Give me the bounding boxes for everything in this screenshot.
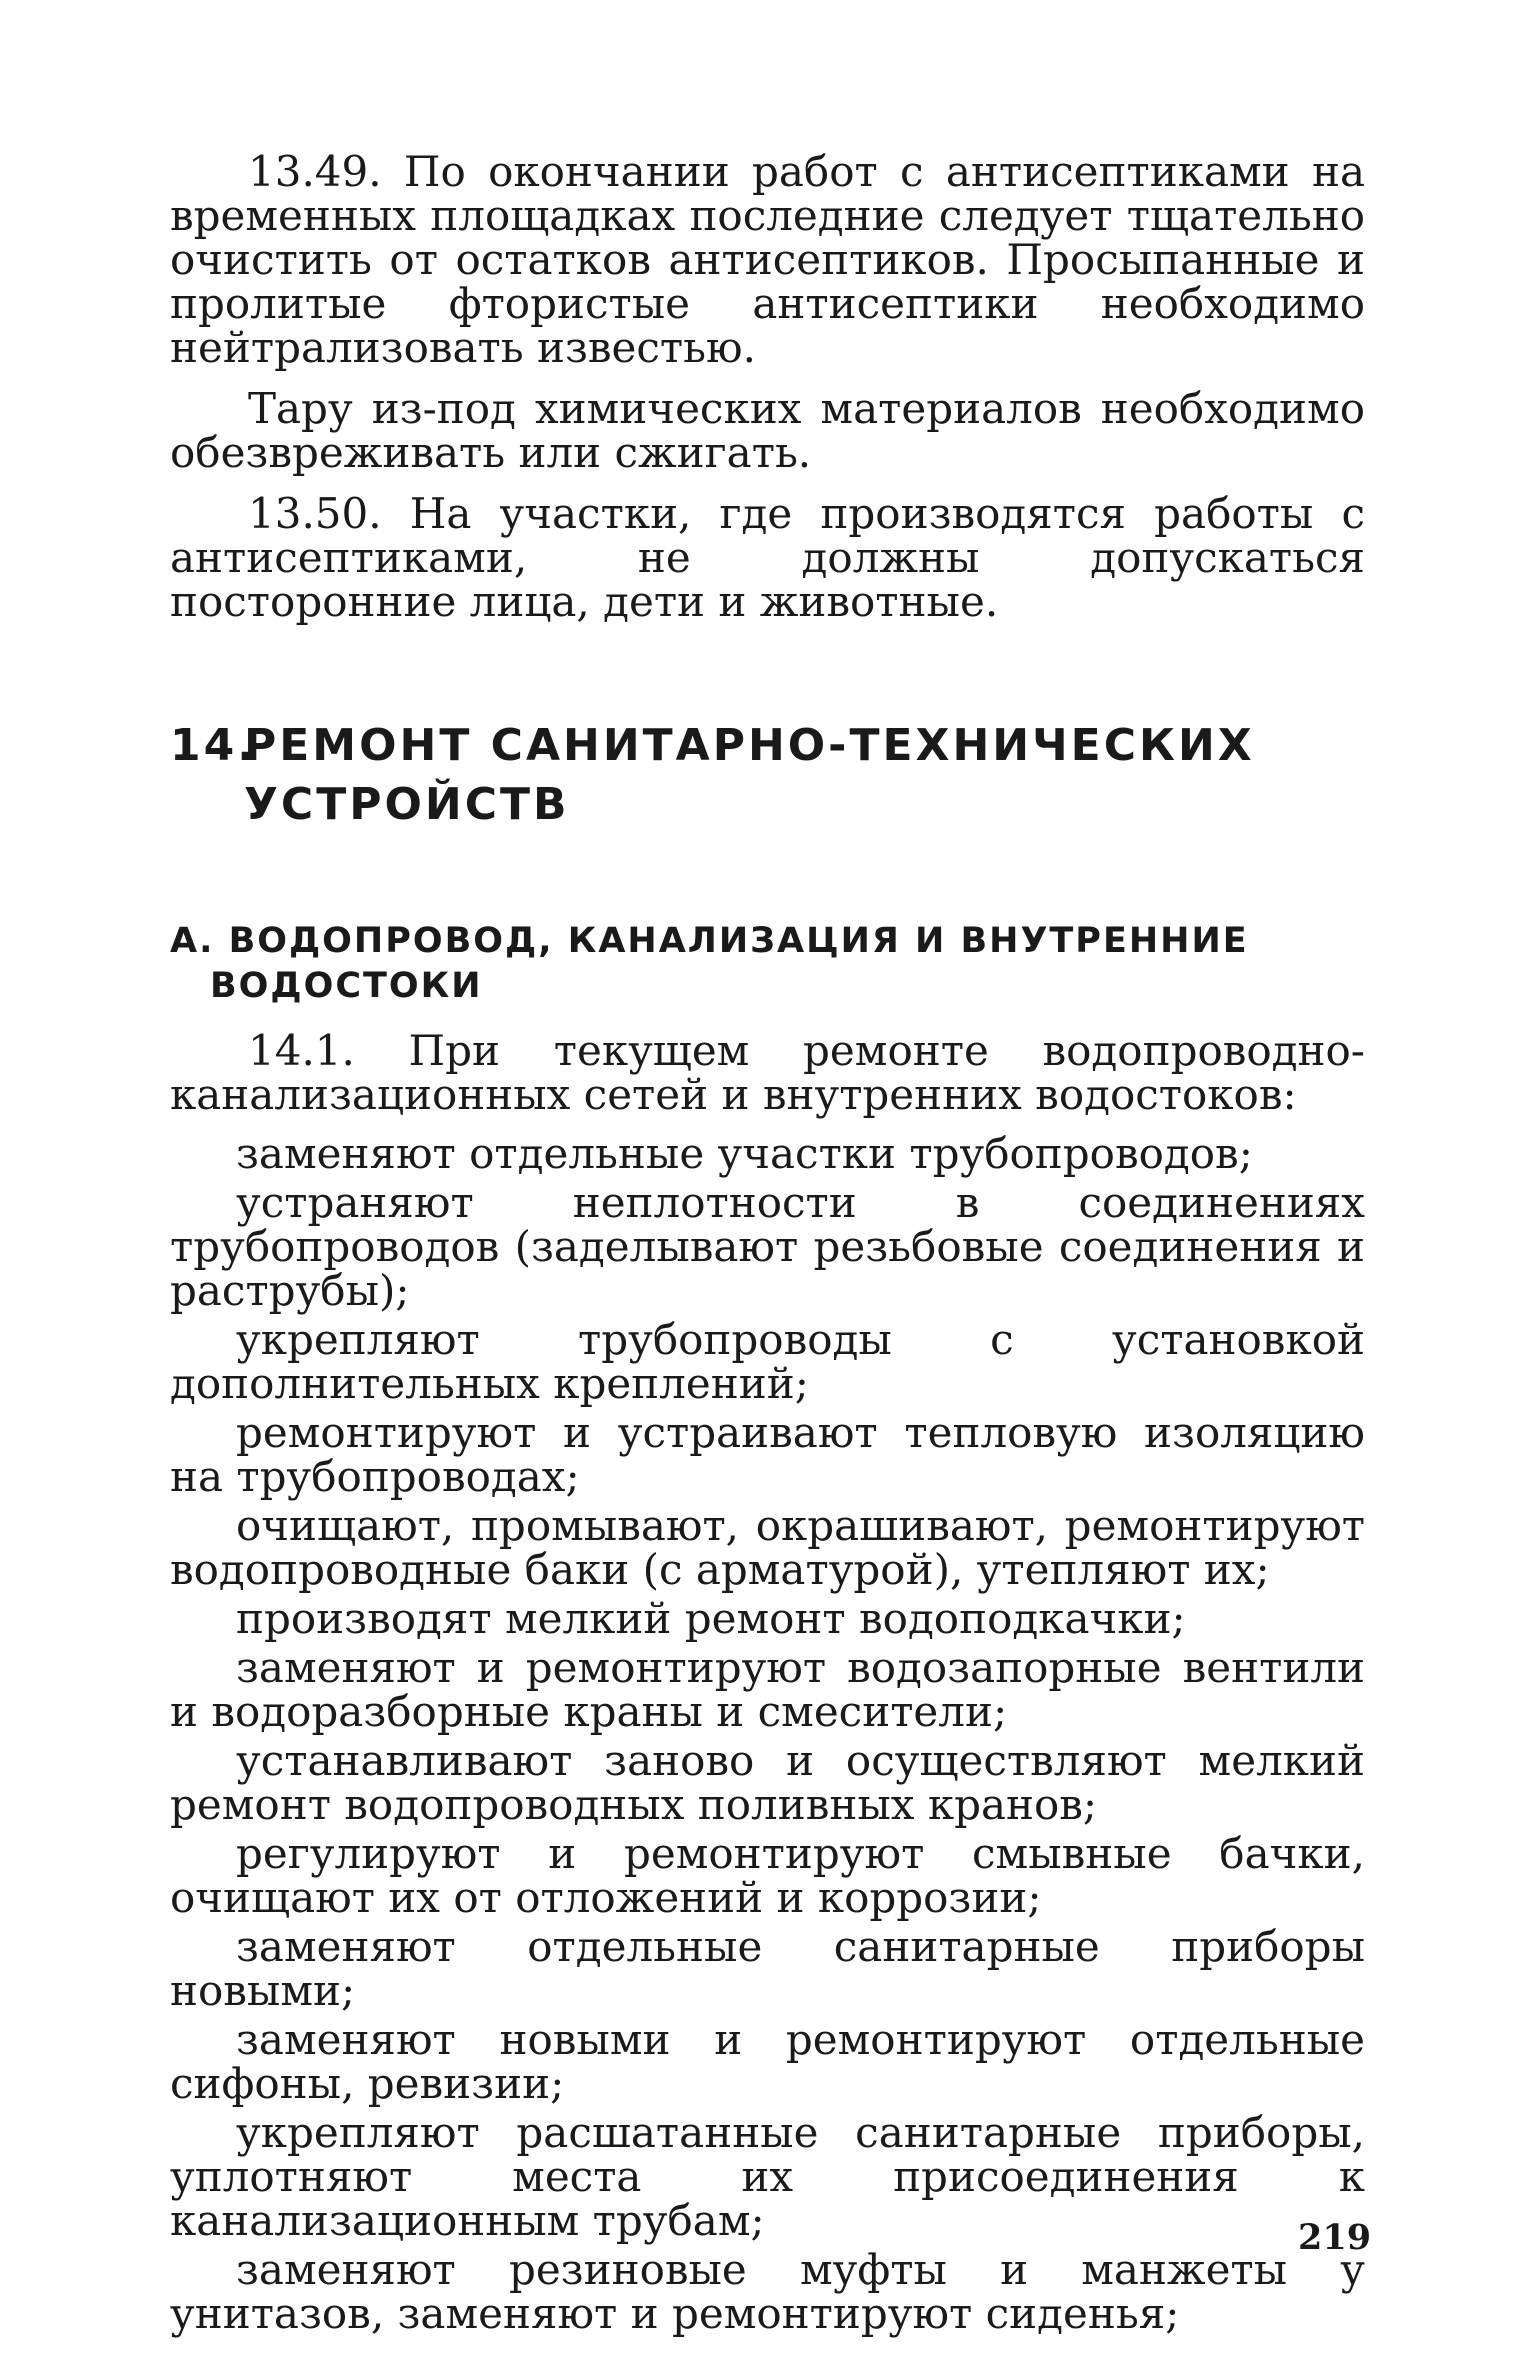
- list-item: ремонтируют и устраивают тепловую изоляцию на трубопроводах;: [170, 1408, 1365, 1501]
- page-number: 219: [1298, 2217, 1372, 2258]
- list-item: укрепляют трубопроводы с установкой дополнительных креплений;: [170, 1315, 1365, 1408]
- paragraph-13-50: 13.50. На участки, где производятся работы с антисептиками, не должны допускаться посторонние лица, дети и животные.: [170, 489, 1365, 626]
- paragraph-14-1: 14.1. При текущем ремонте водопроводно-канализационных сетей и внутренних водостоков:: [170, 1026, 1365, 1119]
- list-item: заменяют новыми и ремонтируют отдельные сифоны, ревизии;: [170, 2015, 1365, 2108]
- section-title-line2: ВОДОСТОКИ: [210, 966, 483, 1006]
- page-body: [170, 147, 1365, 2341]
- paragraph-tara: Тару из-под химических материалов необходимо обезвреживать или сжигать.: [170, 384, 1365, 477]
- list-item: очищают, промывают, окрашивают, ремонтируют водопроводные баки (с арматурой), утепляют их;: [170, 1501, 1365, 1594]
- list-item: регулируют и ремонтируют смывные бачки, очищают их от отложений и коррозии;: [170, 1829, 1365, 1922]
- chapter-title-line1: РЕМОНТ САНИТАРНО-ТЕХНИЧЕСКИХ: [244, 720, 1255, 771]
- chapter-number: 14.: [170, 720, 257, 771]
- list-item: производят мелкий ремонт водоподкачки;: [236, 1594, 1186, 1643]
- chapter-heading: [170, 716, 1365, 834]
- list-item: заменяют и ремонтируют водозапорные вентили и водоразборные краны и смесители;: [170, 1643, 1365, 1736]
- list-item: устраняют неплотности в соединениях трубопроводов (заделывают резьбовые соединения и раструбы);: [170, 1178, 1365, 1315]
- list-item: устанавливают заново и осуществляют мелкий ремонт водопроводных поливных кранов;: [170, 1736, 1365, 1829]
- list-item: заменяют отдельные участки трубопроводов;: [236, 1129, 1253, 1178]
- repair-work-list: [170, 1129, 1365, 2338]
- section-heading: [170, 919, 1365, 1009]
- list-item: заменяют резиновые муфты и манжеты у унитазов, заменяют и ремонтируют сиденья;: [170, 2245, 1365, 2338]
- list-item: укрепляют расшатанные санитарные приборы, уплотняют места их присоединения к канализационным трубам;: [170, 2108, 1365, 2245]
- paragraph-13-49: 13.49. По окончании работ с антисептиками на временных площадках последние следует тщательно очистить от остатков антисептиков. Просыпанные и пролитые фтористые антисептики необходимо нейтрализовать известью.: [170, 147, 1365, 372]
- chapter-title-line2: УСТРОЙСТВ: [244, 779, 570, 830]
- list-item: заменяют отдельные санитарные приборы новыми;: [170, 1922, 1365, 2015]
- section-title-line1: А. ВОДОПРОВОД, КАНАЛИЗАЦИЯ И ВНУТРЕННИЕ: [170, 921, 1249, 961]
